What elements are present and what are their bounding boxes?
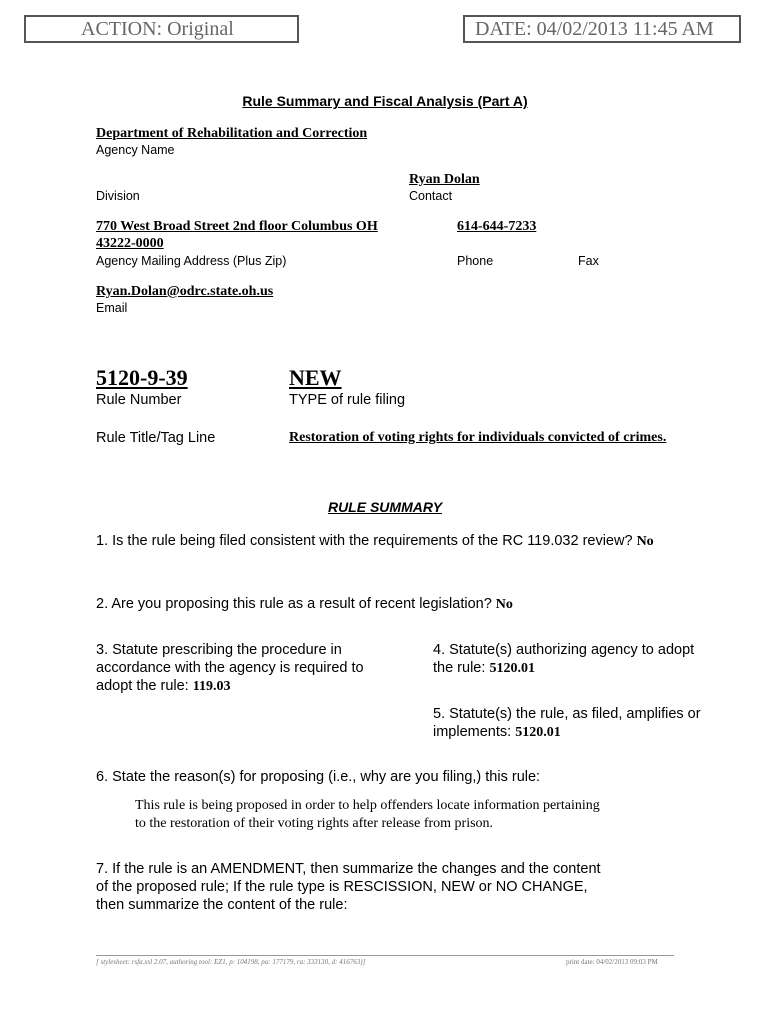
question-2	[96, 595, 696, 614]
address-line1: 770 West Broad Street 2nd floor Columbus OH	[96, 219, 378, 234]
rule-title-label: Rule Title/Tag Line	[96, 430, 216, 446]
agency-name-label: Agency Name	[96, 143, 175, 157]
contact-label: Contact	[409, 189, 453, 203]
question-4-answer: 5120.01	[489, 661, 535, 676]
date-box	[463, 15, 741, 43]
question-1-answer: No	[636, 534, 654, 549]
question-2-answer: No	[495, 597, 513, 612]
question-3-answer: 119.03	[192, 679, 231, 694]
rule-title: Restoration of voting rights for individuals convicted of crimes.	[289, 430, 667, 445]
question-5	[433, 705, 733, 742]
address-label: Agency Mailing Address (Plus Zip)	[96, 254, 287, 268]
contact-name: Ryan Dolan	[409, 172, 480, 187]
footer-stylesheet-info: [ stylesheet: rsfa.xsl 2.07, authoring tool: EZ1, p: 104198, pa: 177179, ra: 333130, d: 416763)]	[96, 958, 366, 966]
division-label: Division	[96, 189, 140, 203]
question-7-line3: then summarize the content of the rule:	[96, 897, 348, 913]
address-line2: 43222-0000	[96, 236, 164, 251]
question-5-text: 5. Statute(s) the rule, as filed, amplifies or implements:	[433, 706, 701, 740]
email-label: Email	[96, 301, 128, 315]
action-box	[24, 15, 299, 43]
question-2-text: 2. Are you proposing this rule as a result of recent legislation?	[96, 596, 492, 612]
question-7-line1: 7. If the rule is an AMENDMENT, then summarize the changes and the content	[96, 861, 601, 877]
rule-type-label: TYPE of rule filing	[289, 392, 406, 408]
email-address: Ryan.Dolan@odrc.state.oh.us	[96, 284, 274, 299]
footer-divider	[96, 955, 674, 956]
action-text: ACTION: Original	[81, 18, 234, 40]
question-1	[96, 532, 656, 551]
rule-number-label: Rule Number	[96, 392, 182, 408]
footer-print-date: print date: 04/02/2013 09:03 PM	[566, 958, 658, 966]
question-1-text: 1. Is the rule being filed consistent with the requirements of the RC 119.032 review?	[96, 533, 633, 549]
question-3	[96, 641, 396, 696]
rule-type: NEW	[289, 365, 342, 390]
rule-number: 5120-9-39	[96, 365, 188, 390]
question-5-answer: 5120.01	[515, 725, 561, 740]
page-title: Rule Summary and Fiscal Analysis (Part A)	[242, 93, 528, 109]
question-7-line2: of the proposed rule; If the rule type is RESCISSION, NEW or NO CHANGE,	[96, 879, 588, 895]
phone-label: Phone	[457, 254, 494, 268]
question-4-text: 4. Statute(s) authorizing agency to adopt the rule:	[433, 642, 695, 676]
agency-name: Department of Rehabilitation and Correction	[96, 126, 368, 141]
phone-number: 614-644-7233	[457, 219, 537, 234]
question-6-answer-line1: This rule is being proposed in order to help offenders locate information pertaining	[135, 798, 600, 813]
rule-summary-heading: RULE SUMMARY	[327, 499, 443, 515]
fax-label: Fax	[578, 254, 599, 268]
question-3-text: 3. Statute prescribing the procedure in accordance with the agency is required to adopt the rule:	[96, 642, 364, 694]
date-text: DATE: 04/02/2013 11:45 AM	[475, 18, 714, 40]
question-4	[433, 641, 708, 678]
question-6-answer-line2: to the restoration of their voting rights after release from prison.	[135, 816, 494, 831]
question-6: 6. State the reason(s) for proposing (i.e., why are you filing,) this rule:	[96, 769, 541, 785]
